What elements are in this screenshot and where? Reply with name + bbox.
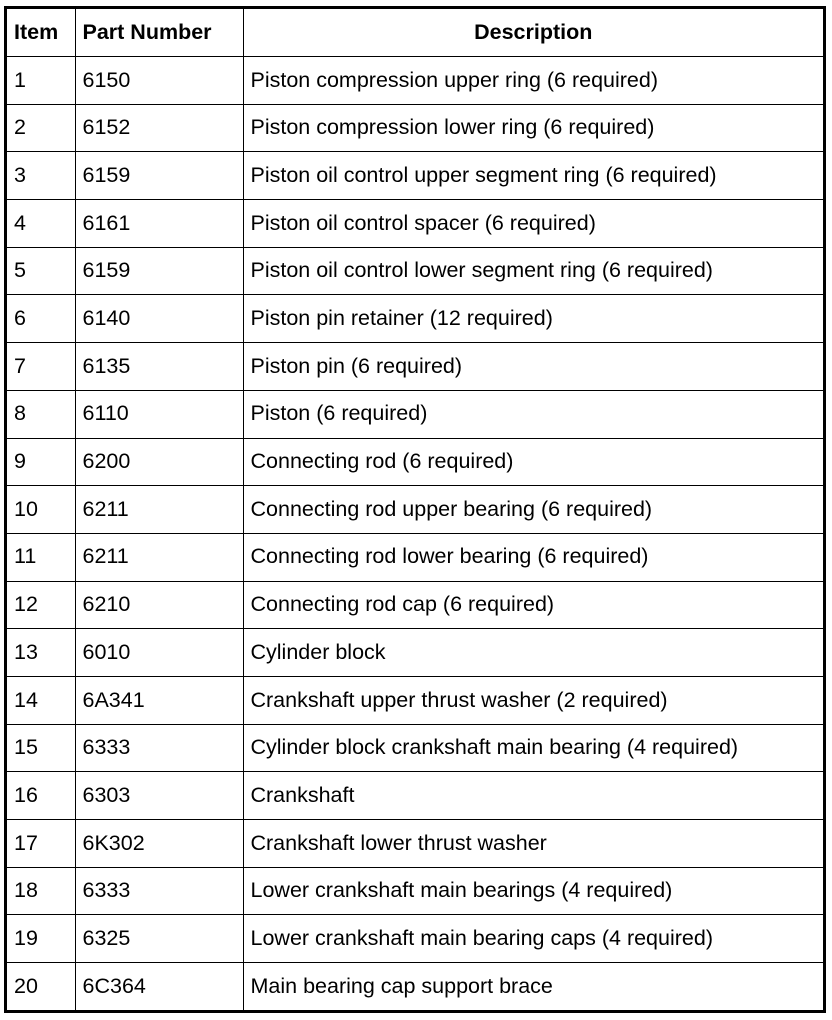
cell-item: 11 [7,533,75,581]
cell-item: 1 [7,57,75,105]
cell-item: 18 [7,867,75,915]
cell-item: 5 [7,247,75,295]
cell-part-number: 6333 [75,867,243,915]
table-row [7,343,823,391]
parts-table [7,9,823,1010]
cell-description: Lower crankshaft main bearing caps (4 required) [243,915,823,963]
cell-description: Cylinder block crankshaft main bearing (4 required) [243,724,823,772]
table-row [7,915,823,963]
cell-part-number: 6210 [75,581,243,629]
cell-description: Crankshaft [243,772,823,820]
table-row [7,867,823,915]
column-header-item: Item [7,9,75,57]
table-row [7,486,823,534]
cell-description: Piston oil control upper segment ring (6 required) [243,152,823,200]
cell-description: Crankshaft lower thrust washer [243,820,823,868]
cell-item: 17 [7,820,75,868]
cell-item: 20 [7,963,75,1010]
cell-item: 6 [7,295,75,343]
cell-part-number: 6159 [75,152,243,200]
cell-description: Piston oil control lower segment ring (6 required) [243,247,823,295]
cell-part-number: 6A341 [75,676,243,724]
cell-part-number: 6200 [75,438,243,486]
table-row [7,152,823,200]
cell-item: 10 [7,486,75,534]
column-header-part-number: Part Number [75,9,243,57]
table-row [7,820,823,868]
cell-description: Piston compression lower ring (6 required) [243,104,823,152]
cell-part-number: 6152 [75,104,243,152]
cell-description: Piston compression upper ring (6 required) [243,57,823,105]
cell-description: Piston (6 required) [243,390,823,438]
cell-description: Connecting rod cap (6 required) [243,581,823,629]
cell-item: 2 [7,104,75,152]
cell-description: Connecting rod (6 required) [243,438,823,486]
cell-description: Connecting rod upper bearing (6 required) [243,486,823,534]
table-row [7,57,823,105]
cell-item: 7 [7,343,75,391]
cell-item: 4 [7,200,75,248]
cell-part-number: 6211 [75,533,243,581]
table-row [7,629,823,677]
cell-part-number: 6303 [75,772,243,820]
cell-part-number: 6C364 [75,963,243,1010]
cell-part-number: 6010 [75,629,243,677]
parts-table-frame [4,6,826,1013]
table-row [7,724,823,772]
cell-part-number: 6K302 [75,820,243,868]
cell-item: 8 [7,390,75,438]
cell-description: Connecting rod lower bearing (6 required) [243,533,823,581]
table-row [7,676,823,724]
column-header-description: Description [243,9,823,57]
cell-part-number: 6110 [75,390,243,438]
table-row [7,533,823,581]
cell-item: 9 [7,438,75,486]
table-row [7,200,823,248]
cell-item: 19 [7,915,75,963]
table-row [7,247,823,295]
cell-item: 12 [7,581,75,629]
cell-description: Main bearing cap support brace [243,963,823,1010]
table-body [7,57,823,1011]
cell-description: Piston pin (6 required) [243,343,823,391]
table-row [7,390,823,438]
cell-part-number: 6161 [75,200,243,248]
cell-part-number: 6211 [75,486,243,534]
cell-part-number: 6159 [75,247,243,295]
cell-part-number: 6325 [75,915,243,963]
table-row [7,772,823,820]
table-row [7,438,823,486]
table-header-row [7,9,823,57]
cell-item: 14 [7,676,75,724]
cell-description: Crankshaft upper thrust washer (2 required) [243,676,823,724]
cell-part-number: 6333 [75,724,243,772]
cell-part-number: 6150 [75,57,243,105]
cell-description: Piston oil control spacer (6 required) [243,200,823,248]
table-row [7,295,823,343]
cell-description: Lower crankshaft main bearings (4 required) [243,867,823,915]
cell-part-number: 6140 [75,295,243,343]
cell-item: 13 [7,629,75,677]
table-row [7,963,823,1010]
cell-part-number: 6135 [75,343,243,391]
cell-item: 15 [7,724,75,772]
cell-item: 3 [7,152,75,200]
table-row [7,581,823,629]
cell-item: 16 [7,772,75,820]
cell-description: Piston pin retainer (12 required) [243,295,823,343]
table-row [7,104,823,152]
cell-description: Cylinder block [243,629,823,677]
